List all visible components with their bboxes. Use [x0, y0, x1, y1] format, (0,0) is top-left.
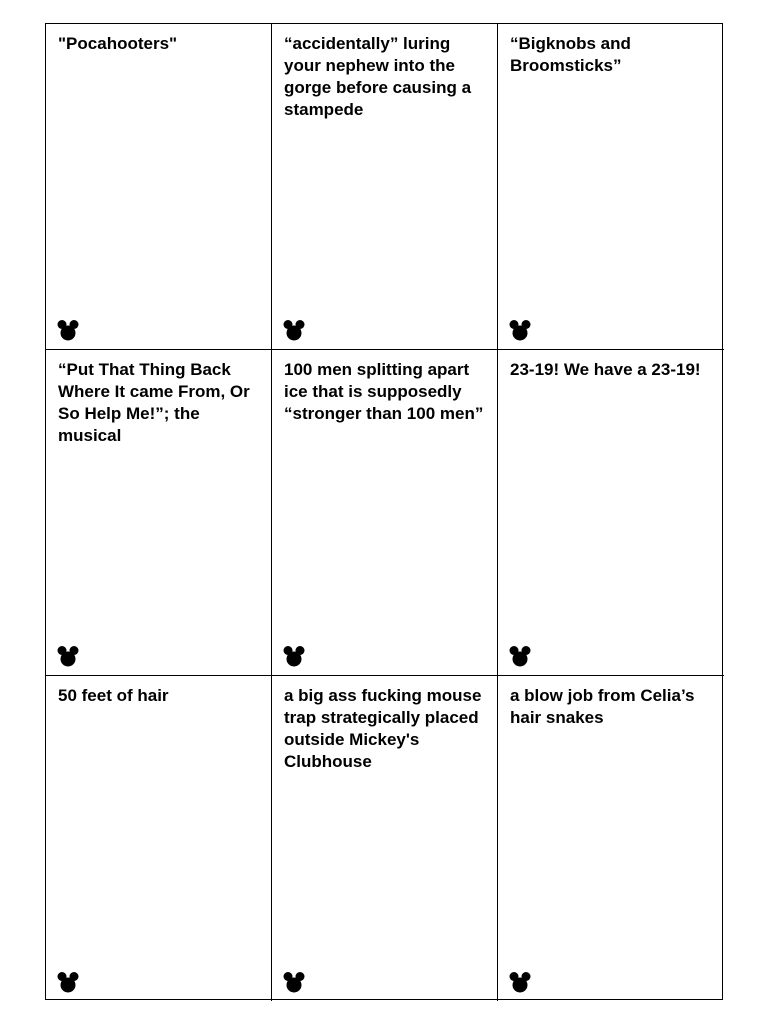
- card-7: [46, 676, 272, 1001]
- card-text: 100 men splitting apart ice that is supposedly “stronger than 100 men”: [284, 360, 484, 423]
- mickey-mouse-icon: [283, 645, 305, 667]
- card-1: [46, 24, 272, 350]
- card-text: 23-19! We have a 23-19!: [510, 360, 701, 379]
- card-6: [498, 350, 724, 676]
- mickey-mouse-icon: [57, 971, 79, 993]
- card-2: [272, 24, 498, 350]
- card-8: [272, 676, 498, 1001]
- card-text: “Bigknobs and Broomsticks”: [510, 34, 631, 75]
- mickey-mouse-icon: [509, 319, 531, 341]
- card-9: [498, 676, 724, 1001]
- card-text: “accidentally” luring your nephew into the gorge before causing a stampede: [284, 34, 472, 119]
- card-text: “Put That Thing Back Where It came From, Or So Help Me!”; the musical: [58, 360, 250, 445]
- mickey-mouse-icon: [509, 645, 531, 667]
- mickey-mouse-icon: [509, 971, 531, 993]
- card-sheet: [45, 23, 723, 1000]
- card-text: a big ass fucking mouse trap strategically placed outside Mickey's Clubhouse: [284, 686, 482, 771]
- card-3: [498, 24, 724, 350]
- mickey-mouse-icon: [57, 645, 79, 667]
- mickey-mouse-icon: [283, 319, 305, 341]
- mickey-mouse-icon: [57, 319, 79, 341]
- mickey-mouse-icon: [283, 971, 305, 993]
- card-text: a blow job from Celia’s hair snakes: [510, 686, 695, 727]
- card-text: 50 feet of hair: [58, 686, 169, 705]
- card-text: "Pocahooters": [58, 34, 178, 53]
- card-4: [46, 350, 272, 676]
- card-5: [272, 350, 498, 676]
